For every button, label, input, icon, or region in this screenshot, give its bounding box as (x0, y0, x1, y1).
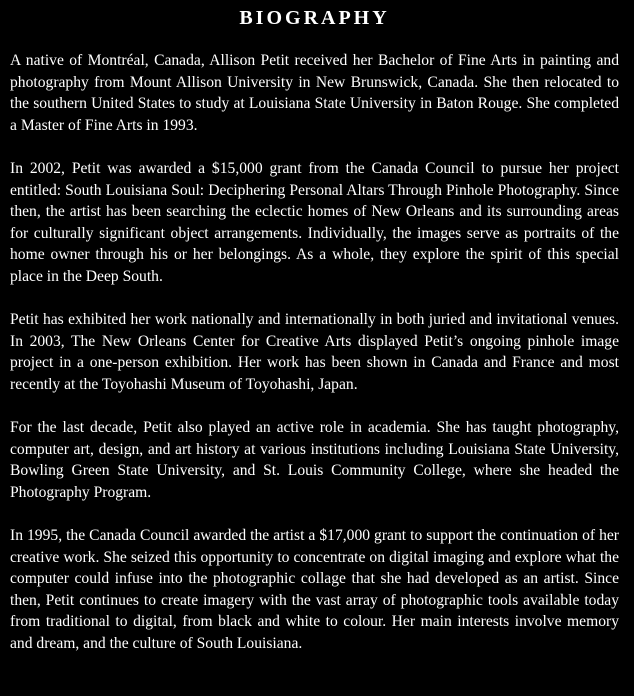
bio-paragraph-4: For the last decade, Petit also played an active role in academia. She has taught photography, computer art, design, and art history at various institutions including Louisiana State University, Bowling Green State University, and St. Louis Community College, where she headed the Photography Program. (10, 419, 619, 501)
page-title: BIOGRAPHY (239, 7, 390, 29)
bio-paragraph-3: Petit has exhibited her work nationally and internationally in both juried and invitational venues. In 2003, The New Orleans Center for Creative Arts displayed Petit’s ongoing pinhole image project in a one-person exhibition. Her work has been shown in Canada and France and most recently at the Toyohashi Museum of Toyohashi, Japan. (10, 311, 619, 393)
bio-paragraph-2: In 2002, Petit was awarded a $15,000 grant from the Canada Council to pursue her project entitled: South Louisiana Soul: Deciphering Personal Altars Through Pinhole Photography. Since then, the artist has been searching the eclectic homes of New Orleans and its surrounding areas for culturally significant object arrangements. Individually, the images serve as portraits of the home owner through his or her belongings. As a whole, they explore the spirit of this special place in the Deep South. (10, 159, 619, 285)
bio-paragraph-5: In 1995, the Canada Council awarded the artist a $17,000 grant to support the continuation of her creative work. She seized this opportunity to concentrate on digital imaging and explore what the computer could infuse into the photographic collage that she had developed as an artist. Since then, Petit continues to create imagery with the vast array of photographic tools available today from traditional to digital, from black and white to colour. Her main interests involve memory and dream, and the culture of South Louisiana. (10, 527, 619, 653)
bio-paragraph-1: A native of Montréal, Canada, Allison Petit received her Bachelor of Fine Arts in painting and photography from Mount Allison University in New Brunswick, Canada. She then relocated to the southern United States to study at Louisiana State University in Baton Rouge. She completed a Master of Fine Arts in 1993. (10, 52, 619, 134)
